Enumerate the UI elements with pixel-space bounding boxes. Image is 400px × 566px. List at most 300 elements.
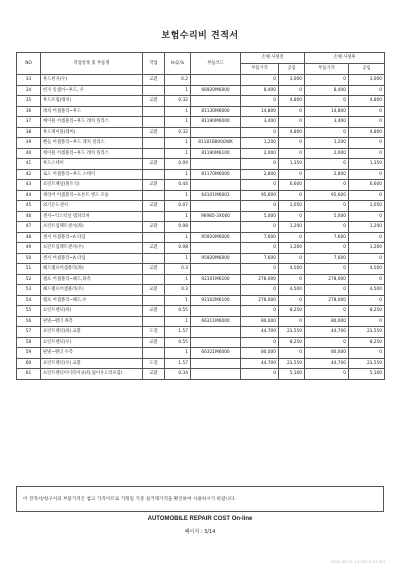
part-price-after: 0 <box>305 159 349 170</box>
hq-value: 1 <box>165 211 191 222</box>
hq-value: 0.55 <box>165 306 191 317</box>
header-before-assessment: 손해 사정전 <box>241 53 305 64</box>
labor-after: 4,800 <box>349 96 385 107</box>
part-price-before: 0 <box>241 222 279 233</box>
hq-value: 1 <box>165 348 191 359</box>
labor-before: 0 <box>279 348 305 359</box>
part-price-after: 0 <box>305 180 349 191</box>
part-code: 66311M6000 <box>191 316 241 327</box>
work-type <box>143 253 165 264</box>
work-type <box>143 106 165 117</box>
labor-after: 0 <box>349 106 385 117</box>
part-price-after: 0 <box>305 369 349 380</box>
header-labor-after: 공임 <box>349 64 385 75</box>
part-code: 96985-3X000 <box>191 211 241 222</box>
row-no: 46 <box>17 211 41 222</box>
table-row <box>17 232 385 243</box>
part-price-before: 5,000 <box>241 211 279 222</box>
work-type: 교환 <box>143 243 165 254</box>
part-code: 66920M6000 <box>191 85 241 96</box>
hq-value: 0.09 <box>165 159 191 170</box>
item-name: 헤드램프어셈블리(우) <box>41 285 143 296</box>
part-price-before: 0 <box>241 180 279 191</box>
hq-value: 0.44 <box>165 180 191 191</box>
header-code: 부품코드 <box>191 53 241 75</box>
labor-after: 0 <box>349 148 385 159</box>
item-name: 캐리어 어셈블리~프론트 엔드 모듈 <box>41 190 143 201</box>
work-type <box>143 138 165 149</box>
item-name: 후드스테이 <box>41 159 143 170</box>
row-no: 39 <box>17 138 41 149</box>
table-row <box>17 243 385 254</box>
labor-after: 1,350 <box>349 159 385 170</box>
work-type <box>143 348 165 359</box>
labor-after: 0 <box>349 316 385 327</box>
labor-before: 1,050 <box>279 201 305 212</box>
header-hq: H,Q,% <box>165 53 191 75</box>
part-code <box>191 358 241 369</box>
row-no: 41 <box>17 159 41 170</box>
item-name: 후드트림(래치) <box>41 96 143 107</box>
hq-value: 0.08 <box>165 243 191 254</box>
part-price-before: 14,800 <box>241 106 279 117</box>
labor-before: 0 <box>279 274 305 285</box>
hq-value: 1 <box>165 148 191 159</box>
labor-after: 0 <box>349 274 385 285</box>
item-name: 프런트펜더(우) <box>41 337 143 348</box>
table-row <box>17 369 385 380</box>
part-price-before: 0 <box>241 201 279 212</box>
labor-before: 0 <box>279 316 305 327</box>
hq-value: 1 <box>165 295 191 306</box>
item-name: 외기온도센서 <box>41 201 143 212</box>
row-no: 55 <box>17 306 41 317</box>
part-code <box>191 285 241 296</box>
work-type: 교환 <box>143 369 165 380</box>
work-type <box>143 148 165 159</box>
hq-value: 0.3 <box>165 264 191 275</box>
table-row <box>17 127 385 138</box>
header-item: 작업항목 및 부품명 <box>41 53 143 75</box>
row-no: 61 <box>17 369 41 380</box>
hq-value: 0.3 <box>165 285 191 296</box>
labor-after: 0 <box>349 138 385 149</box>
row-no: 51 <box>17 264 41 275</box>
part-price-before: 8,400 <box>241 85 279 96</box>
item-name: 로드 어셈블리~후드 스테이 <box>41 169 143 180</box>
item-name: 핸들 어셈블리~후드 래치 릴리스 <box>41 138 143 149</box>
part-price-before: 0 <box>241 264 279 275</box>
row-no: 36 <box>17 106 41 117</box>
item-name: 래치 어셈블리~후드 <box>41 106 143 117</box>
item-name: 케이블 어셈블리~후드 래치 릴리스 <box>41 148 143 159</box>
hq-value: 0.32 <box>165 96 191 107</box>
work-type: 교환 <box>143 306 165 317</box>
item-name: 케이블 어셈블리~후드 래치 릴리스 <box>41 117 143 128</box>
row-no: 48 <box>17 232 41 243</box>
item-name: 센서 어셈블리~A 타입 <box>41 253 143 264</box>
table-row <box>17 117 385 128</box>
work-type <box>143 211 165 222</box>
part-price-after: 95,600 <box>305 190 349 201</box>
hq-value: 1 <box>165 274 191 285</box>
table-row <box>17 106 385 117</box>
part-code <box>191 75 241 86</box>
labor-before: 4,500 <box>279 264 305 275</box>
labor-after: 0 <box>349 348 385 359</box>
part-code: 81170M6000 <box>191 169 241 180</box>
part-price-after: 3,400 <box>305 117 349 128</box>
part-price-after: 0 <box>305 337 349 348</box>
table-row <box>17 274 385 285</box>
labor-after: 6,600 <box>349 180 385 191</box>
labor-after: 4,500 <box>349 264 385 275</box>
item-name: 후드케이블(레버) <box>41 127 143 138</box>
work-type <box>143 274 165 285</box>
part-code: 64101M6001 <box>191 190 241 201</box>
work-type: 도장 <box>143 358 165 369</box>
table-row <box>17 138 385 149</box>
part-code <box>191 96 241 107</box>
header-after-assessment: 손해 사정후 <box>305 53 385 64</box>
work-type: 교환 <box>143 159 165 170</box>
part-price-after: 0 <box>305 222 349 233</box>
part-price-before: 44,700 <box>241 358 279 369</box>
table-row <box>17 85 385 96</box>
table-row <box>17 348 385 359</box>
part-price-after: 278,000 <box>305 274 349 285</box>
hq-value: 0.2 <box>165 75 191 86</box>
work-type: 교환 <box>143 264 165 275</box>
part-code <box>191 201 241 212</box>
labor-before: 1,350 <box>279 159 305 170</box>
header-part-price-before: 부품가격 <box>241 64 279 75</box>
part-code <box>191 337 241 348</box>
hq-value: 1 <box>165 190 191 201</box>
item-name: 프런트펜더(좌) <box>41 306 143 317</box>
labor-after: 3,000 <box>349 75 385 86</box>
row-no: 35 <box>17 96 41 107</box>
part-price-after: 0 <box>305 96 349 107</box>
work-type <box>143 85 165 96</box>
work-type <box>143 295 165 306</box>
item-name: 램프 어셈블리~헤드,우 <box>41 295 143 306</box>
part-price-after: 0 <box>305 75 349 86</box>
work-type: 도장 <box>143 327 165 338</box>
part-code: 66321M6000 <box>191 348 241 359</box>
part-price-before: 3,400 <box>241 117 279 128</box>
item-name: 판넬~펜더 우측 <box>41 348 143 359</box>
hq-value: 1 <box>165 138 191 149</box>
part-price-after: 0 <box>305 306 349 317</box>
hq-value: 0.55 <box>165 337 191 348</box>
table-row <box>17 285 385 296</box>
hq-value: 1 <box>165 316 191 327</box>
table-row <box>17 337 385 348</box>
labor-after: 4,500 <box>349 285 385 296</box>
row-no: 56 <box>17 316 41 327</box>
part-price-before: 0 <box>241 243 279 254</box>
labor-after: 0 <box>349 85 385 96</box>
part-price-before: 44,700 <box>241 327 279 338</box>
hq-value: 1 <box>165 85 191 96</box>
row-no: 47 <box>17 222 41 233</box>
labor-before: 0 <box>279 232 305 243</box>
table-row <box>17 169 385 180</box>
part-code: 92101M6100 <box>191 274 241 285</box>
page-number: 페이지 : 3/14 <box>184 529 216 535</box>
table-row <box>17 159 385 170</box>
labor-before: 0 <box>279 138 305 149</box>
part-price-before: 1,200 <box>241 138 279 149</box>
hq-value: 1 <box>165 253 191 264</box>
part-code: 81181B8000WK <box>191 138 241 149</box>
work-type: 교환 <box>143 337 165 348</box>
labor-after: 8,250 <box>349 337 385 348</box>
table-row <box>17 148 385 159</box>
labor-after: 1,050 <box>349 201 385 212</box>
item-name: 램프 어셈블리~헤드,좌측 <box>41 274 143 285</box>
work-type <box>143 316 165 327</box>
item-name: 프런트패널(볼트식) <box>41 180 143 191</box>
part-price-after: 44,700 <box>305 358 349 369</box>
labor-before: 0 <box>279 190 305 201</box>
part-price-after: 80,000 <box>305 348 349 359</box>
work-type: 교환 <box>143 75 165 86</box>
labor-before: 6,600 <box>279 180 305 191</box>
part-code <box>191 243 241 254</box>
labor-before: 0 <box>279 211 305 222</box>
hq-value: 1 <box>165 117 191 128</box>
labor-after: 8,250 <box>349 306 385 317</box>
labor-after: 23,550 <box>349 358 385 369</box>
part-price-after: 14,800 <box>305 106 349 117</box>
estimate-rows <box>17 75 385 380</box>
part-price-after: 1,200 <box>305 138 349 149</box>
part-price-before: 2,800 <box>241 169 279 180</box>
labor-after: 0 <box>349 295 385 306</box>
labor-before: 4,800 <box>279 96 305 107</box>
table-row <box>17 264 385 275</box>
header-work: 작업 <box>143 53 165 75</box>
labor-before: 0 <box>279 106 305 117</box>
part-price-before: 7,600 <box>241 253 279 264</box>
part-price-before: 278,000 <box>241 295 279 306</box>
table-row <box>17 96 385 107</box>
labor-before: 1,200 <box>279 222 305 233</box>
labor-after: 0 <box>349 253 385 264</box>
item-name: 판넬~펜더 좌측 <box>41 316 143 327</box>
work-type: 교환 <box>143 222 165 233</box>
hq-value: 1 <box>165 169 191 180</box>
part-price-after: 80,000 <box>305 316 349 327</box>
work-type <box>143 232 165 243</box>
part-price-before: 0 <box>241 337 279 348</box>
row-no: 43 <box>17 180 41 191</box>
part-price-before: 278,000 <box>241 274 279 285</box>
row-no: 57 <box>17 327 41 338</box>
hq-value: 0.07 <box>165 201 191 212</box>
table-row <box>17 306 385 317</box>
row-no: 53 <box>17 285 41 296</box>
part-price-before: 80,000 <box>241 348 279 359</box>
part-price-after: 8,400 <box>305 85 349 96</box>
labor-after: 0 <box>349 169 385 180</box>
hq-value: 1.57 <box>165 327 191 338</box>
part-code <box>191 159 241 170</box>
labor-before: 4,800 <box>279 127 305 138</box>
part-price-after: 0 <box>305 243 349 254</box>
part-code: 81130M6000 <box>191 106 241 117</box>
part-code <box>191 180 241 191</box>
table-row <box>17 222 385 233</box>
labor-before: 8,250 <box>279 306 305 317</box>
row-no: 42 <box>17 169 41 180</box>
row-no: 54 <box>17 295 41 306</box>
part-code: 81190M6100 <box>191 148 241 159</box>
labor-before: 4,500 <box>279 285 305 296</box>
part-code <box>191 369 241 380</box>
row-no: 38 <box>17 127 41 138</box>
row-no: 50 <box>17 253 41 264</box>
work-type: 교환 <box>143 201 165 212</box>
table-row <box>17 190 385 201</box>
labor-before: 0 <box>279 85 305 96</box>
labor-before: 23,550 <box>279 358 305 369</box>
part-code <box>191 264 241 275</box>
row-no: 34 <box>17 85 41 96</box>
table-row <box>17 201 385 212</box>
work-type: 교환 <box>143 96 165 107</box>
work-type: 교환 <box>143 180 165 191</box>
part-price-before: 0 <box>241 285 279 296</box>
estimate-table <box>16 52 385 380</box>
table-row <box>17 253 385 264</box>
row-no: 58 <box>17 337 41 348</box>
work-type <box>143 190 165 201</box>
part-code: 92102M6100 <box>191 295 241 306</box>
table-row <box>17 327 385 338</box>
price-notice: 이 견적서/청구서의 부품가격은 참고 가격이므로 거래일 기준 실거래가격을 확인하여 사용하시기 바랍니다. <box>16 486 384 512</box>
item-name: 센서 어셈블리~A 타입 <box>41 232 143 243</box>
row-no: 49 <box>17 243 41 254</box>
part-price-before: 95,600 <box>241 190 279 201</box>
labor-before: 0 <box>279 295 305 306</box>
labor-after: 0 <box>349 190 385 201</box>
row-no: 37 <box>17 117 41 128</box>
part-code <box>191 327 241 338</box>
labor-before: 5,100 <box>279 369 305 380</box>
item-name: 프런트펜더(우) 교환 <box>41 358 143 369</box>
labor-after: 0 <box>349 232 385 243</box>
footer-title: AUTOMOBILE REPAIR COST On-line <box>147 516 253 522</box>
item-name: 프런트펜더이너라이닝(좌,림이우드러포함) <box>41 369 143 380</box>
part-price-after: 0 <box>305 264 349 275</box>
table-row <box>17 180 385 191</box>
labor-after: 23,550 <box>349 327 385 338</box>
item-name: 헤드램프어셈블리(좌) <box>41 264 143 275</box>
row-no: 60 <box>17 358 41 369</box>
row-no: 44 <box>17 190 41 201</box>
work-type <box>143 169 165 180</box>
part-price-before: 7,600 <box>241 232 279 243</box>
hq-value: 1.57 <box>165 358 191 369</box>
labor-before: 0 <box>279 253 305 264</box>
part-price-after: 0 <box>305 201 349 212</box>
part-price-before: 0 <box>241 75 279 86</box>
row-no: 33 <box>17 75 41 86</box>
print-stamp: 2024-06-11 14:16:54 K7-001 <box>330 559 386 564</box>
part-price-after: 0 <box>305 285 349 296</box>
labor-before: 1,200 <box>279 243 305 254</box>
row-no: 40 <box>17 148 41 159</box>
row-no: 52 <box>17 274 41 285</box>
labor-before: 0 <box>279 169 305 180</box>
part-code <box>191 127 241 138</box>
part-price-before: 0 <box>241 306 279 317</box>
part-code: 81190M6000 <box>191 117 241 128</box>
item-name: 프런트펜더(좌) 교환 <box>41 327 143 338</box>
hq-value: 0.08 <box>165 222 191 233</box>
labor-after: 0 <box>349 211 385 222</box>
labor-after: 4,800 <box>349 127 385 138</box>
part-price-before: 2,000 <box>241 148 279 159</box>
header-labor-before: 공임 <box>279 64 305 75</box>
item-name: 후드힌지(우) <box>41 75 143 86</box>
header-part-price-after: 부품가격 <box>305 64 349 75</box>
item-name: 프런트임팩트센서(우) <box>41 243 143 254</box>
labor-before: 23,550 <box>279 327 305 338</box>
labor-before: 0 <box>279 148 305 159</box>
row-no: 45 <box>17 201 41 212</box>
part-code: 95920M6000 <box>191 253 241 264</box>
part-price-before: 0 <box>241 127 279 138</box>
table-row <box>17 211 385 222</box>
hq-value: 0.32 <box>165 127 191 138</box>
part-price-after: 2,800 <box>305 169 349 180</box>
part-price-after: 278,000 <box>305 295 349 306</box>
work-type: 교환 <box>143 127 165 138</box>
table-row <box>17 358 385 369</box>
part-price-after: 2,000 <box>305 148 349 159</box>
hq-value: 1 <box>165 232 191 243</box>
labor-before: 3,000 <box>279 75 305 86</box>
part-price-after: 7,600 <box>305 253 349 264</box>
item-name: 센서~익스터널 템퍼러쳐 <box>41 211 143 222</box>
hq-value: 0.34 <box>165 369 191 380</box>
item-name: 프런트임팩트센서(좌) <box>41 222 143 233</box>
labor-after: 1,200 <box>349 222 385 233</box>
part-price-after: 7,600 <box>305 232 349 243</box>
part-code: 95920M6000 <box>191 232 241 243</box>
part-code <box>191 222 241 233</box>
part-price-after: 5,000 <box>305 211 349 222</box>
row-no: 59 <box>17 348 41 359</box>
document-title: 보험수리비 견적서 <box>161 31 239 41</box>
work-type: 교환 <box>143 285 165 296</box>
labor-before: 0 <box>279 117 305 128</box>
labor-before: 8,250 <box>279 337 305 348</box>
header-no: NO <box>17 53 41 75</box>
hq-value: 1 <box>165 106 191 117</box>
table-row <box>17 295 385 306</box>
part-price-before: 0 <box>241 159 279 170</box>
part-price-after: 44,700 <box>305 327 349 338</box>
labor-after: 5,100 <box>349 369 385 380</box>
part-code <box>191 306 241 317</box>
work-type <box>143 117 165 128</box>
item-name: 힌지 잇셈어~후드, 우 <box>41 85 143 96</box>
